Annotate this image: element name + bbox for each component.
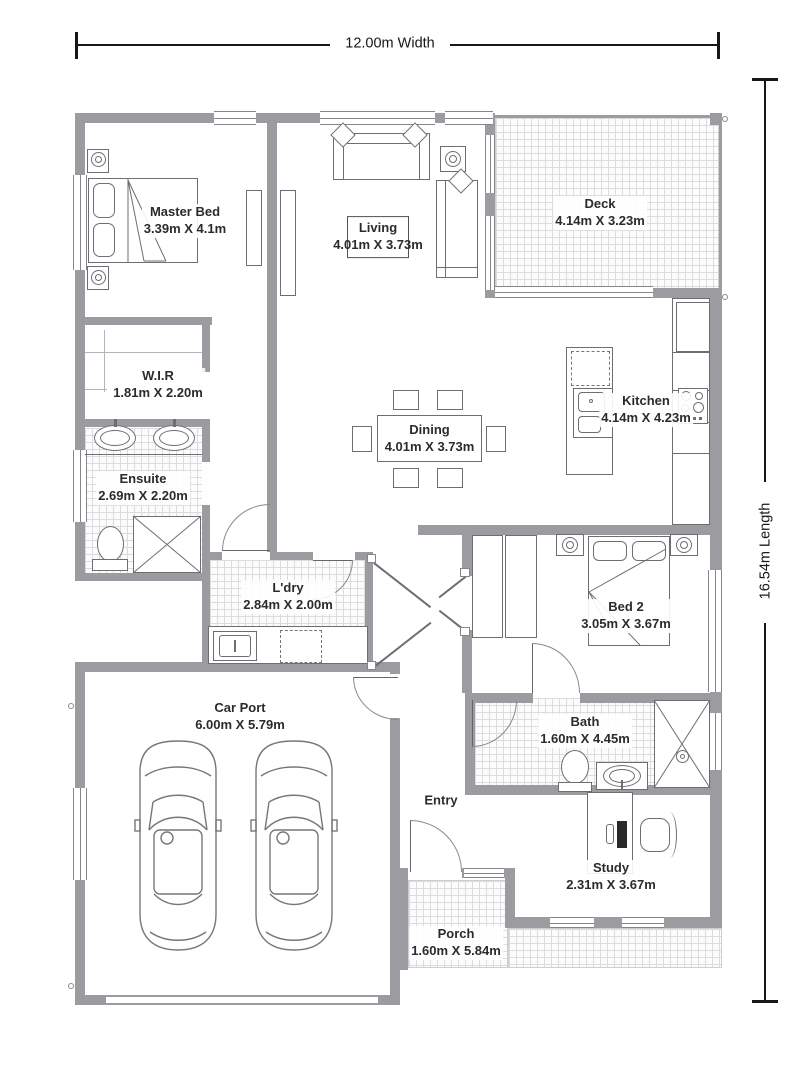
wardrobe bbox=[472, 535, 503, 638]
room-name: Bed 2 bbox=[579, 599, 673, 616]
room-label-master bbox=[142, 204, 228, 238]
wardrobe bbox=[505, 535, 537, 638]
window bbox=[73, 450, 87, 522]
sofa bbox=[436, 180, 478, 278]
window bbox=[622, 917, 664, 928]
dimension-line bbox=[450, 44, 718, 46]
door-arc bbox=[353, 677, 398, 720]
door-arc bbox=[222, 504, 270, 551]
room-label-wir bbox=[111, 368, 205, 402]
lamp-icon bbox=[95, 274, 102, 281]
toilet bbox=[561, 750, 589, 784]
room-label-deck bbox=[553, 196, 647, 230]
drain-dot bbox=[589, 399, 593, 403]
room-name: W.I.R bbox=[111, 368, 205, 385]
room-name: Master Bed bbox=[142, 204, 228, 221]
wall bbox=[270, 552, 313, 560]
room-size: 1.81m X 2.20m bbox=[113, 385, 203, 400]
dimension-tick bbox=[75, 32, 78, 59]
chair bbox=[393, 390, 419, 410]
room-label-dining-name: Dining bbox=[409, 421, 450, 437]
wall bbox=[85, 317, 212, 325]
door-arc bbox=[410, 820, 462, 872]
double-door-leaf bbox=[374, 622, 432, 668]
car bbox=[250, 738, 338, 954]
corner-pin bbox=[68, 983, 74, 989]
sliding-door bbox=[495, 286, 653, 298]
cupboard bbox=[280, 190, 296, 296]
room-name: Car Port bbox=[193, 700, 287, 717]
corner-pin bbox=[68, 703, 74, 709]
width-dimension-label: 12.00m Width bbox=[337, 35, 442, 54]
room-label-kitchen bbox=[599, 393, 693, 427]
room-label-ensuite bbox=[96, 471, 190, 505]
tap-icon bbox=[234, 640, 236, 652]
length-dimension-label: 16.54m Length bbox=[757, 495, 776, 608]
room-size: 3.05m X 3.67m bbox=[581, 616, 671, 631]
room-size: 1.60m X 4.45m bbox=[540, 731, 630, 746]
washing-machine bbox=[280, 630, 322, 663]
wall bbox=[650, 288, 722, 298]
counter-line bbox=[672, 352, 710, 353]
room-label-entry bbox=[422, 793, 459, 810]
window bbox=[485, 135, 495, 193]
room-label-dining-size: 4.01m X 3.73m bbox=[384, 438, 475, 454]
room-label-study bbox=[564, 860, 658, 894]
room-name: Bath bbox=[538, 714, 632, 731]
room-label-living bbox=[333, 216, 423, 258]
room-name: Entry bbox=[424, 792, 458, 808]
window bbox=[550, 917, 594, 928]
room-label-ldry bbox=[241, 580, 335, 614]
room-size: 6.00m X 5.79m bbox=[195, 717, 285, 732]
window bbox=[214, 111, 256, 125]
shower-cross bbox=[654, 700, 710, 788]
room-name: Kitchen bbox=[599, 393, 693, 410]
corner-pin bbox=[722, 116, 728, 122]
room-label-bed2 bbox=[579, 599, 673, 633]
toilet bbox=[97, 526, 124, 562]
lamp-icon bbox=[680, 541, 688, 549]
room-size: 1.60m X 5.84m bbox=[411, 943, 501, 958]
window bbox=[445, 111, 493, 125]
lamp-icon bbox=[449, 155, 457, 163]
counter-line bbox=[85, 454, 202, 455]
wall bbox=[202, 317, 210, 372]
door-jamb bbox=[460, 627, 470, 636]
wall bbox=[75, 573, 210, 581]
door-jamb bbox=[367, 554, 376, 563]
double-door-leaf bbox=[439, 576, 467, 598]
room-name: Living bbox=[358, 220, 398, 236]
burner bbox=[693, 402, 704, 413]
room-size: 2.31m X 3.67m bbox=[566, 877, 656, 892]
chair bbox=[437, 390, 463, 410]
sink-bowl bbox=[578, 416, 601, 433]
lamp-icon bbox=[566, 541, 574, 549]
deck-rail bbox=[719, 117, 722, 298]
monitor bbox=[617, 821, 627, 848]
door-arc bbox=[532, 643, 580, 693]
room-size: 2.84m X 2.00m bbox=[243, 597, 333, 612]
room-size: 4.01m X 3.73m bbox=[333, 237, 423, 252]
wall bbox=[202, 552, 222, 560]
dishwasher bbox=[571, 351, 610, 386]
dimension-tick bbox=[752, 78, 778, 81]
room-name: Study bbox=[564, 860, 658, 877]
window bbox=[464, 868, 504, 878]
wall bbox=[267, 123, 277, 320]
wall bbox=[202, 419, 210, 462]
garage-opening bbox=[106, 997, 378, 1003]
knob bbox=[699, 417, 702, 420]
room-name: Deck bbox=[553, 196, 647, 213]
burner bbox=[695, 392, 703, 400]
dimension-line bbox=[764, 623, 766, 1002]
fridge bbox=[676, 302, 710, 352]
room-label-bath bbox=[538, 714, 632, 748]
room-name: Porch bbox=[409, 926, 503, 943]
chair bbox=[393, 468, 419, 488]
shelf-line bbox=[85, 352, 202, 353]
corner-pin bbox=[722, 294, 728, 300]
chair bbox=[486, 426, 506, 452]
dimension-line bbox=[764, 80, 766, 482]
window bbox=[708, 570, 722, 692]
door-jamb bbox=[460, 568, 470, 577]
wall bbox=[710, 113, 722, 125]
dimension-tick bbox=[717, 32, 720, 59]
tap-icon bbox=[173, 419, 176, 427]
porch-floor-bottom bbox=[508, 928, 722, 968]
room-size: 2.69m X 2.20m bbox=[98, 488, 188, 503]
office-chair-back bbox=[665, 812, 677, 858]
tap-icon bbox=[114, 419, 117, 427]
keyboard bbox=[606, 824, 614, 844]
window bbox=[73, 788, 87, 880]
double-door-leaf bbox=[374, 562, 432, 608]
toilet-tank bbox=[92, 559, 128, 571]
sink bbox=[100, 430, 130, 446]
cupboard bbox=[246, 190, 262, 266]
dimension-tick bbox=[752, 1000, 778, 1003]
deck-rail bbox=[495, 115, 722, 118]
dimension-line bbox=[76, 44, 330, 46]
room-label-porch bbox=[409, 926, 503, 960]
shower-cross bbox=[133, 516, 201, 573]
door-jamb bbox=[367, 661, 376, 670]
car bbox=[134, 738, 222, 954]
chair bbox=[352, 426, 372, 452]
room-size: 4.14m X 4.23m bbox=[601, 410, 691, 425]
toilet-base bbox=[558, 782, 592, 792]
room-size: 4.14m X 3.23m bbox=[555, 213, 645, 228]
sink bbox=[159, 430, 189, 446]
knob bbox=[693, 417, 696, 420]
counter-line bbox=[672, 453, 710, 454]
shelf-line bbox=[104, 330, 105, 392]
window bbox=[320, 111, 435, 125]
wall bbox=[462, 630, 472, 693]
room-name: Ensuite bbox=[96, 471, 190, 488]
chair bbox=[437, 468, 463, 488]
window bbox=[73, 175, 87, 270]
lamp-icon bbox=[95, 156, 102, 163]
wall bbox=[400, 878, 408, 970]
room-name: L'dry bbox=[241, 580, 335, 597]
room-label-carport bbox=[193, 700, 287, 734]
tap-icon bbox=[621, 780, 623, 790]
window bbox=[708, 713, 722, 770]
room-size: 3.39m X 4.1m bbox=[143, 221, 227, 236]
window bbox=[485, 216, 495, 290]
wall bbox=[505, 917, 722, 928]
dining-table bbox=[377, 415, 482, 462]
